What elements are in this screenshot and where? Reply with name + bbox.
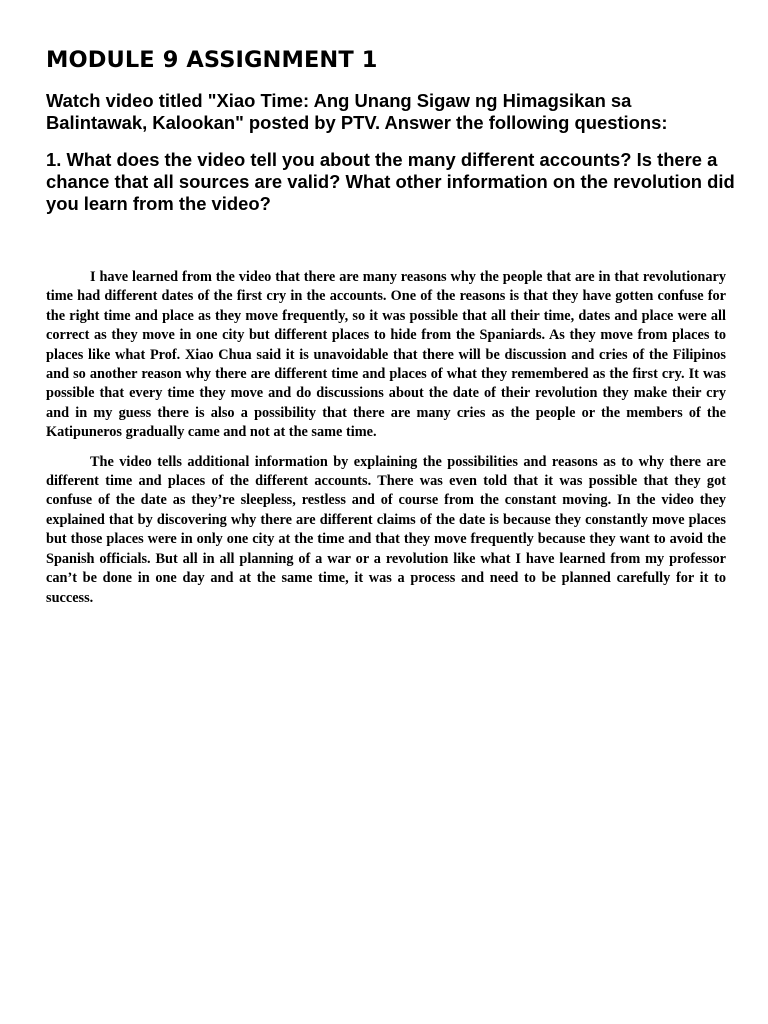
answer-paragraph-2: The video tells additional information by explaining the possibilities and reasons as to why there are different time and places of the different accounts. There was even told that it was possible that they got confuse of the date as they’re sleepless, restless and of course from the constant moving. In the video they explained that by discovering why there are different claims of the date is because they constantly move places but those places were in only one city at the time and that they move frequently because they want to avoid the Spanish officials. But all in all planning of a war or a revolution like what I have learned from my professor can’t be done in one day and at the same time, it was a process and need to be planned carefully for it to success. [46, 453, 726, 606]
document-title: MODULE 9 ASSIGNMENT 1 [46, 47, 378, 73]
answer-paragraph-1: I have learned from the video that there are many reasons why the people that are in that revolutionary time had different dates of the first cry in the accounts. One of the reasons is that they have gotten confuse for the right time and place as they move frequently, so it was possible that all their time, dates and place were all correct as they move in one city but different places to hide from the Spaniards. As they move from places to places like what Prof. Xiao Chua said it is unavoidable that there will be discussion and cries of the Filipinos and so another reason why there are different time and places of what they remembered as the first cry. It was possible that every time they move and do discussions about the date of their revolution they make their cry and in my guess there is also a possibility that there are many cries as the people or the members of the Katipuneros gradually came and not at the same time. [46, 269, 726, 441]
answer-body [46, 268, 726, 608]
question-1: 1. What does the video tell you about the many different accounts? Is there a chance that all sources are valid? What other information on the revolution did you learn from the video? [46, 149, 735, 214]
assignment-instructions: Watch video titled "Xiao Time: Ang Unang Sigaw ng Himagsikan sa Balintawak, Kalookan" posted by PTV. Answer the following questions: [46, 90, 668, 133]
